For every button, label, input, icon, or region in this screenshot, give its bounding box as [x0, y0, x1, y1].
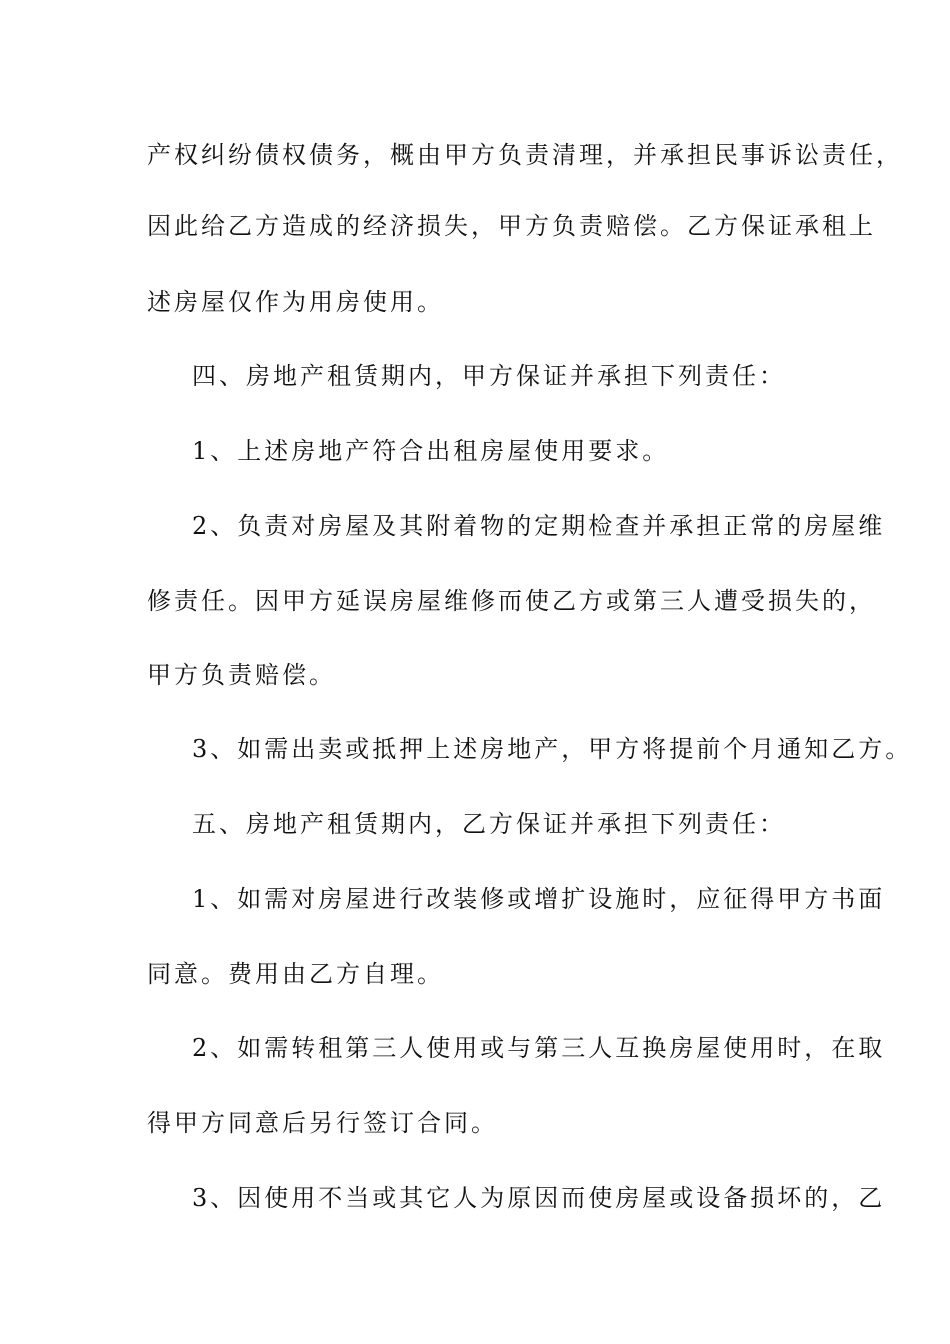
- text-line: 得甲方同意后另行签订合同。: [147, 1109, 498, 1137]
- text-line: 甲方负责赔偿。: [147, 661, 336, 689]
- list-item: 2、如需转租第三人使用或与第三人互换房屋使用时，在取: [192, 1034, 886, 1062]
- list-item: 1、如需对房屋进行改装修或增扩设施时，应征得甲方书面: [192, 885, 886, 913]
- list-item: 2、负责对房屋及其附着物的定期检查并承担正常的房屋维: [192, 512, 886, 540]
- text-line: 述房屋仅作为用房使用。: [147, 288, 444, 316]
- list-item: 3、如需出卖或抵押上述房地产，甲方将提前个月通知乙方。: [192, 735, 913, 763]
- section-heading: 四、房地产租赁期内，甲方保证并承担下列责任：: [192, 362, 786, 390]
- section-heading: 五、房地产租赁期内，乙方保证并承担下列责任：: [192, 810, 786, 838]
- text-line: 同意。费用由乙方自理。: [147, 960, 444, 988]
- list-item: 3、因使用不当或其它人为原因而使房屋或设备损坏的，乙: [192, 1184, 886, 1212]
- list-item: 1、上述房地产符合出租房屋使用要求。: [192, 437, 670, 465]
- text-line: 修责任。因甲方延误房屋维修而使乙方或第三人遭受损失的，: [147, 587, 876, 615]
- text-line: 因此给乙方造成的经济损失，甲方负责赔偿。乙方保证承租上: [147, 212, 876, 240]
- text-line: 产权纠纷债权债务，概由甲方负责清理，并承担民事诉讼责任，: [147, 141, 903, 169]
